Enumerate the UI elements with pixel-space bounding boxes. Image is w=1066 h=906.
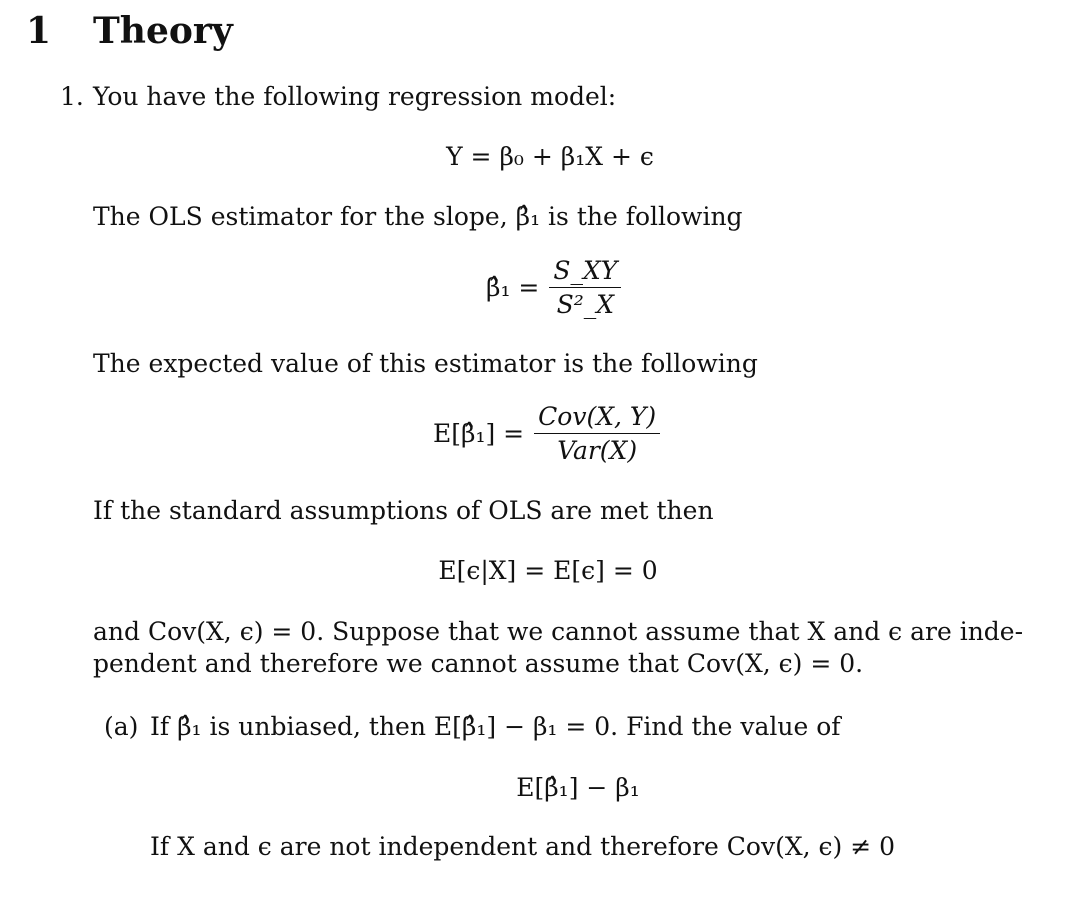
- estimator-equation: [486, 256, 621, 319]
- estimator-numerator: S_XY: [549, 256, 621, 288]
- subitem-text: If β̂₁ is unbiased, then E[β̂₁] − β₁ = 0. Find the value of: [150, 712, 841, 741]
- expected-denominator: Var(X): [557, 436, 638, 465]
- expected-lhs: E[β̂₁] =: [433, 419, 525, 448]
- closing-text: If X and ϵ are not independent and therefore Cov(X, ϵ) ≠ 0: [150, 832, 896, 861]
- assumptions-text: If the standard assumptions of OLS are met then: [93, 496, 714, 525]
- estimator-fraction: [549, 256, 621, 319]
- expected-text: The expected value of this estimator is the following: [93, 349, 758, 378]
- item-intro: You have the following regression model:: [93, 82, 617, 111]
- estimator-denominator: S²_X: [556, 290, 615, 319]
- ols-text: The OLS estimator for the slope, β̂₁ is the following: [93, 202, 743, 231]
- paragraph-line-1: and Cov(X, ϵ) = 0. Suppose that we cannot assume that X and ϵ are inde-: [93, 617, 1024, 646]
- subitem-label: (a): [104, 712, 139, 741]
- expected-numerator: Cov(X, Y): [534, 402, 660, 434]
- expected-equation: [433, 402, 660, 465]
- expected-fraction: [534, 402, 660, 465]
- model-equation: Y = β₀ + β₁X + ϵ: [446, 142, 654, 171]
- section-title: Theory: [93, 10, 233, 52]
- paragraph-line-2: pendent and therefore we cannot assume that Cov(X, ϵ) = 0.: [93, 649, 864, 678]
- bias-equation: E[β̂₁] − β₁: [516, 773, 640, 802]
- item-number: 1.: [60, 82, 84, 111]
- estimator-lhs: β̂₁ =: [486, 273, 540, 302]
- condition-equation: E[ϵ|X] = E[ϵ] = 0: [438, 556, 658, 585]
- section-number: 1: [26, 10, 52, 52]
